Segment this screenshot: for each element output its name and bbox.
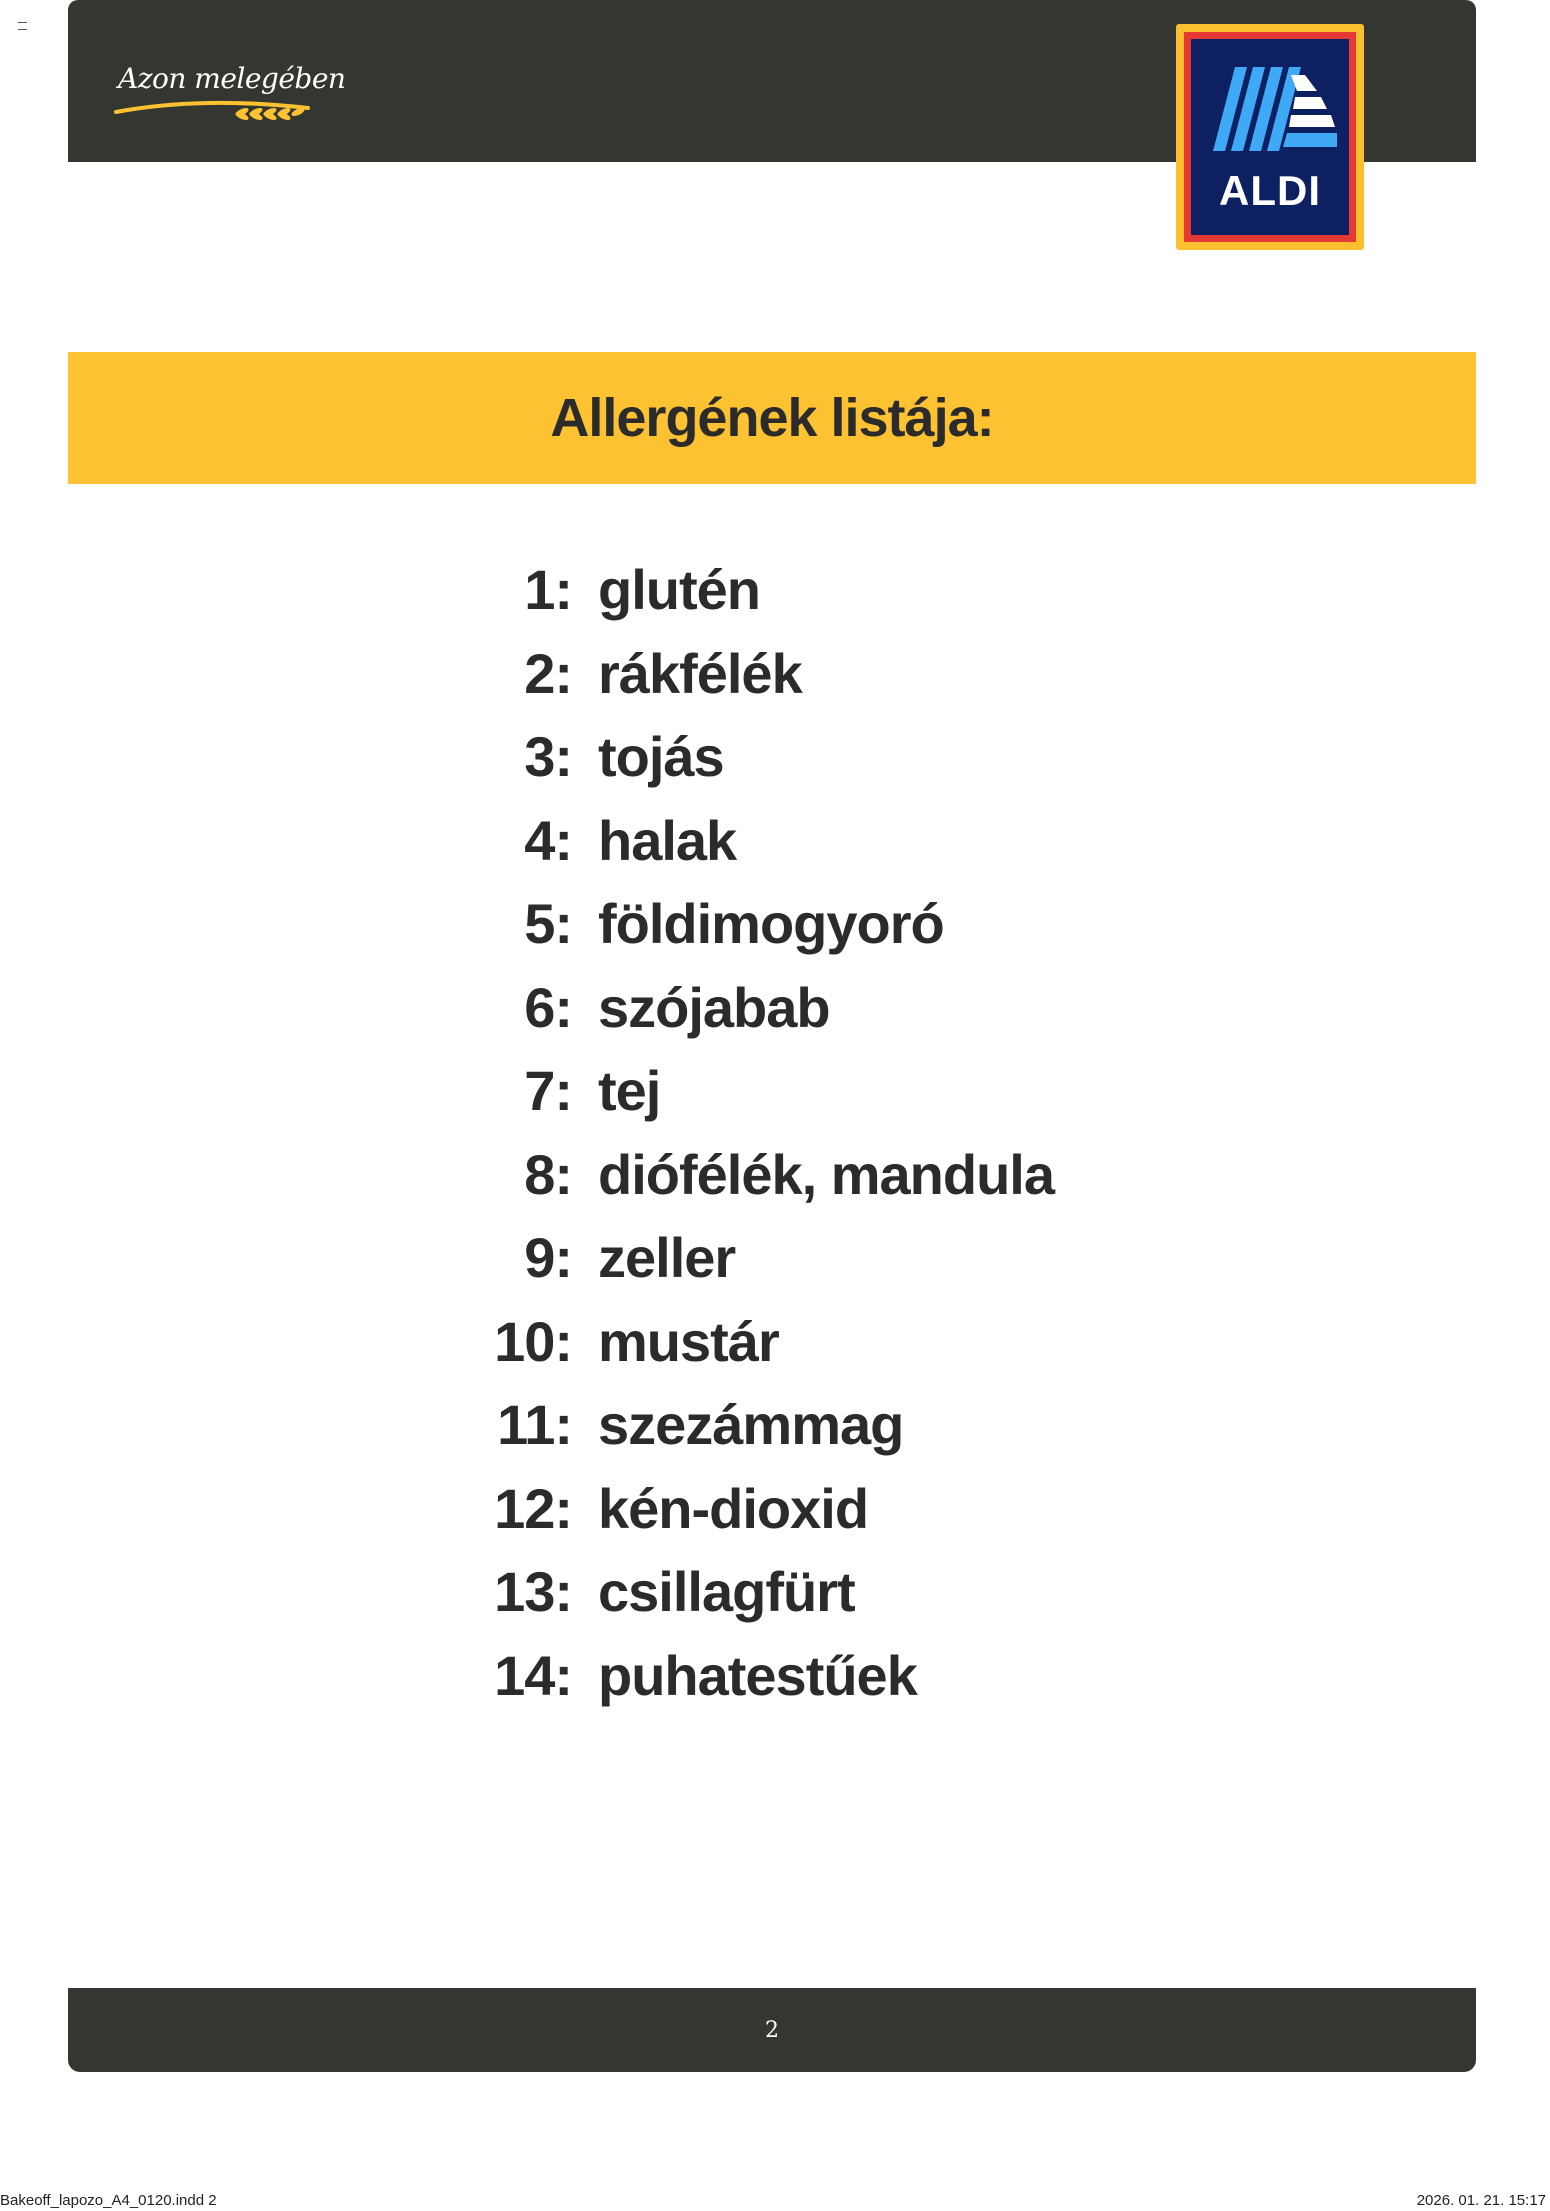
allergen-name: csillagfürt	[598, 1560, 855, 1624]
allergen-number: 9:	[524, 1226, 572, 1290]
title-band	[68, 352, 1476, 484]
allergen-name: földimogyoró	[598, 892, 944, 956]
allergen-list	[420, 548, 1220, 1717]
list-item	[420, 1550, 1220, 1634]
crop-mark	[18, 22, 27, 30]
allergen-name: halak	[598, 808, 737, 872]
allergen-number: 4:	[524, 808, 572, 872]
allergen-number: 14:	[494, 1643, 572, 1707]
list-item	[420, 1300, 1220, 1384]
allergen-number: 10:	[494, 1309, 572, 1373]
allergen-name: tej	[598, 1059, 661, 1123]
list-item	[420, 632, 1220, 716]
aldi-logo-text: ALDI	[1219, 167, 1321, 214]
wheat-swoosh-icon	[112, 82, 312, 122]
allergen-number: 5:	[524, 892, 572, 956]
allergen-number: 7:	[524, 1059, 572, 1123]
print-slug-datetime: 2026. 01. 21. 15:17	[1416, 2192, 1546, 2209]
allergen-number: 11:	[497, 1393, 572, 1457]
allergen-name: mustár	[598, 1309, 779, 1373]
allergen-name: rákfélék	[598, 641, 802, 705]
list-item	[420, 1049, 1220, 1133]
allergen-number: 6:	[524, 975, 572, 1039]
aldi-logo-red-frame	[1184, 32, 1356, 242]
brand-logo	[112, 58, 346, 120]
allergen-name: szezámmag	[598, 1393, 904, 1457]
allergen-number: 8:	[524, 1142, 572, 1206]
list-item	[420, 799, 1220, 883]
footer-bar	[68, 1988, 1476, 2072]
allergen-name: tojás	[598, 725, 724, 789]
list-item	[420, 1467, 1220, 1551]
list-item	[420, 548, 1220, 632]
allergen-number: 1:	[524, 558, 572, 622]
aldi-stripes-icon	[1213, 67, 1337, 151]
page-title: Allergének listája:	[550, 388, 994, 448]
allergen-number: 2:	[524, 641, 572, 705]
allergen-number: 3:	[524, 725, 572, 789]
list-item	[420, 1634, 1220, 1718]
list-item	[420, 1216, 1220, 1300]
list-item	[420, 715, 1220, 799]
brand-logo-text: Azon melegében	[118, 62, 346, 95]
print-slug-filename: Bakeoff_lapozo_A4_0120.indd 2	[0, 2192, 217, 2209]
page-number: 2	[765, 2017, 779, 2043]
list-item	[420, 1383, 1220, 1467]
aldi-logo	[1176, 24, 1364, 250]
allergen-name: puhatestűek	[598, 1643, 917, 1707]
list-item	[420, 1133, 1220, 1217]
aldi-logo-blue-field	[1191, 39, 1349, 235]
allergen-name: diófélék, mandula	[598, 1142, 1054, 1206]
list-item	[420, 966, 1220, 1050]
list-item	[420, 882, 1220, 966]
allergen-name: szójabab	[598, 975, 830, 1039]
allergen-name: glutén	[598, 558, 760, 622]
allergen-number: 13:	[494, 1560, 572, 1624]
allergen-name: zeller	[598, 1226, 736, 1290]
allergen-name: kén-dioxid	[598, 1476, 869, 1540]
allergen-number: 12:	[494, 1476, 572, 1540]
